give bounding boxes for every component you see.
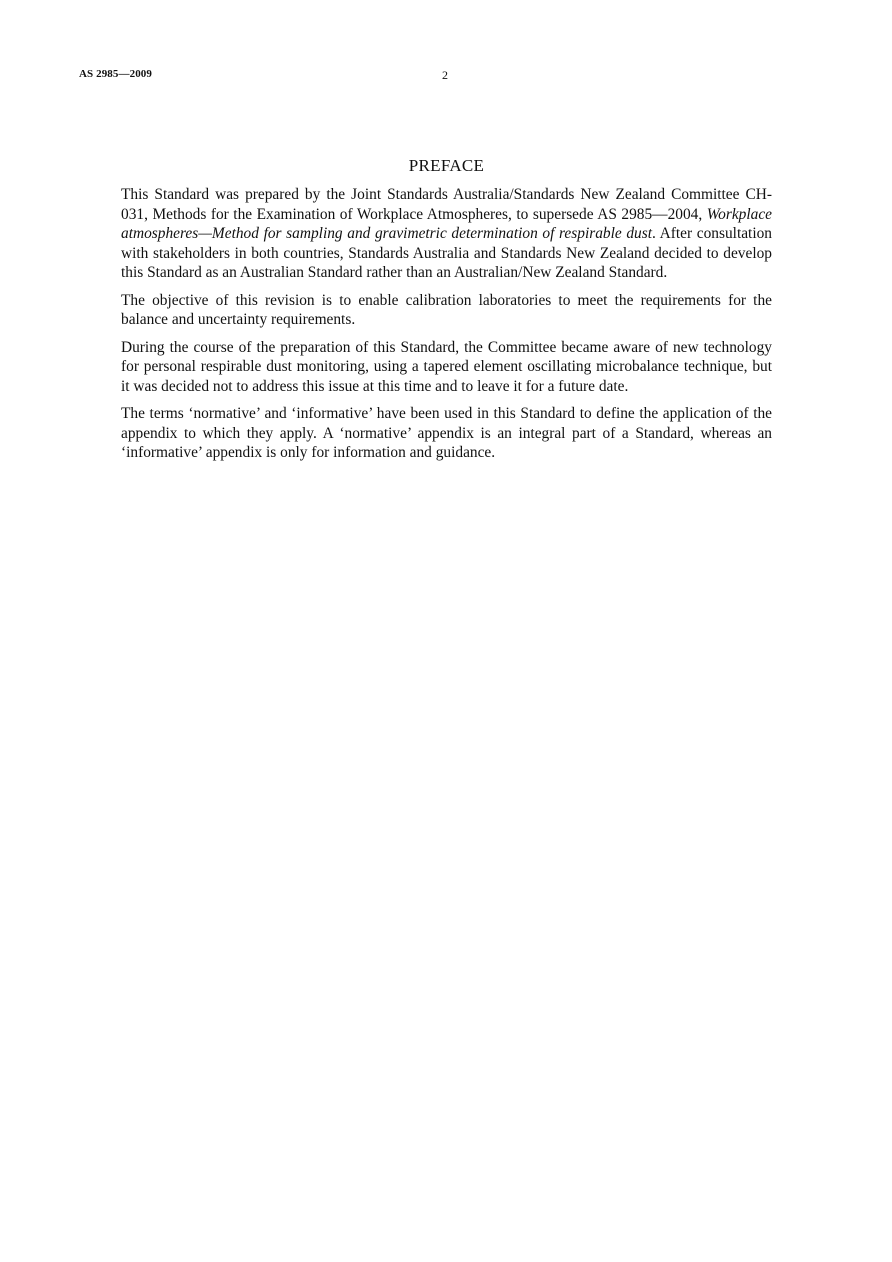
preface-paragraph-2: The objective of this revision is to enable calibration laboratories to meet the requirements for the balance and uncertainty requirements.	[121, 291, 772, 328]
page-header	[79, 68, 815, 82]
preface-title: PREFACE	[408, 156, 485, 175]
preface-paragraph-1	[121, 185, 772, 283]
paragraph-1-text-start: This Standard was prepared by the Joint Standards Australia/Standards New Zealand Committee CH-031, Methods for the Examination of Workplace Atmospheres, to supersede AS 2985—2004,	[121, 186, 772, 223]
preface-paragraph-3: During the course of the preparation of this Standard, the Committee became aware of new technology for personal respirable dust monitoring, using a tapered element oscillating microbalance technique, but it was decided not to address this issue at this time and to leave it for a future date.	[121, 338, 772, 395]
document-identifier: AS 2985—2009	[79, 68, 153, 80]
page-number: 2	[442, 68, 448, 82]
superseded-standard-title: Workplace atmospheres—Method for sampling and gravimetric determination of respirable dust	[121, 205, 772, 242]
preface-section	[121, 156, 772, 471]
preface-paragraph-4: The terms ‘normative’ and ‘informative’ have been used in this Standard to define the application of the appendix to which they apply. A ‘normative’ appendix is an integral part of a Standard, whereas an ‘informative’ appendix is only for information and guidance.	[121, 405, 772, 461]
paragraph-1-text-end: . After consultation with stakeholders in both countries, Standards Australia and Standards New Zealand decided to develop this Standard as an Australian Standard rather than an Australian/New Zealand Standard.	[121, 225, 772, 281]
